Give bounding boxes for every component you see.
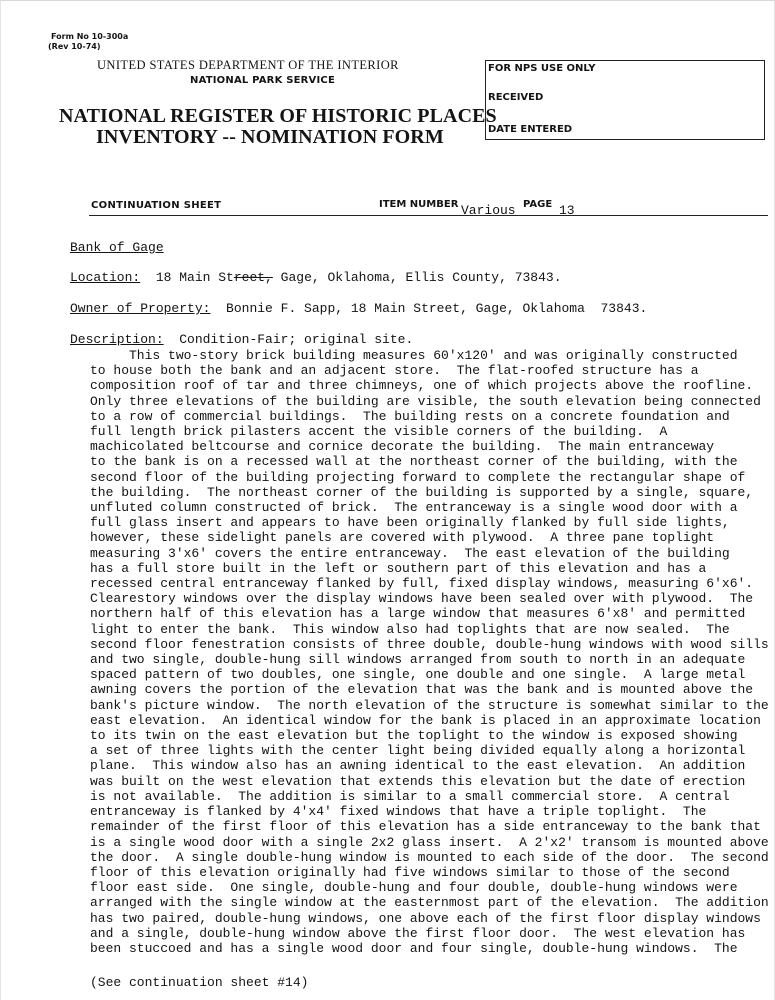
description-text-line: to house both the bank and an adjacent store. The flat-roofed structure has a — [90, 363, 699, 379]
description-text-line: spaced pattern of two doubles, one single, one double and one single. A large metal — [90, 667, 746, 683]
description-text-line: second floor fenestration consists of three double, double-hung windows with wood sills — [90, 636, 769, 652]
form-revision: (Rev 10-74) — [48, 42, 101, 51]
description-line — [70, 332, 413, 347]
agency-heading: NATIONAL PARK SERVICE — [190, 75, 335, 86]
description-text-line: recessed central entranceway flanked by full, fixed display windows, measuring 6'x6'. — [90, 576, 754, 592]
description-text-line: was built on the west elevation that extends this elevation but the date of erection — [90, 773, 746, 789]
location-struck-text: reet, — [233, 270, 273, 285]
description-text-line: entranceway is flanked by 4'x4' fixed windows that have a triple toplight. The — [90, 804, 707, 820]
description-text-line: has two paired, double-hung windows, one above each of the first floor display windows — [90, 910, 761, 926]
location-line — [70, 270, 562, 285]
description-text-line: Clearestory windows over the display windows have been sealed over with plywood. The — [90, 591, 754, 607]
see-continuation-note: (See continuation sheet #14) — [90, 975, 309, 990]
nps-box-heading: FOR NPS USE ONLY — [488, 63, 596, 74]
description-text-line: floor east side. One single, double-hung and four double, double-hung windows were — [90, 880, 738, 896]
item-number-label: ITEM NUMBER — [379, 199, 459, 210]
description-text-line: northern half of this elevation has a large window that measures 6'x8' and permitted — [90, 606, 746, 622]
received-label: RECEIVED — [488, 92, 544, 103]
owner-line — [70, 301, 647, 316]
description-text-line: floor of this elevation originally had five windows similar to those of the second — [90, 864, 730, 880]
description-text-line: full length brick pilasters accent the visible corners of the building. A — [90, 424, 668, 440]
page-number: 13 — [559, 203, 575, 218]
description-text-line: is not available. The addition is similar to a small commercial store. A central — [90, 788, 730, 804]
description-text-line: to a row of commercial buildings. The building rests on a concrete foundation and — [90, 408, 730, 424]
location-suffix: Gage, Oklahoma, Ellis County, 73843. — [272, 270, 562, 285]
description-text-line: the door. A single double-hung window is mounted to each side of the door. The second — [90, 849, 769, 865]
form-number: Form No 10-300a — [51, 32, 129, 41]
header-divider — [89, 215, 768, 216]
form-title-line2: INVENTORY -- NOMINATION FORM — [96, 126, 444, 148]
property-name: Bank of Gage — [70, 240, 164, 255]
form-title-line1: NATIONAL REGISTER OF HISTORIC PLACES — [59, 105, 497, 127]
location-label: Location: — [70, 270, 141, 285]
description-text-line: machicolated beltcourse and cornice decorate the building. The main entranceway — [90, 439, 715, 455]
owner-value: Bonnie F. Sapp, 18 Main Street, Gage, Oklahoma 73843. — [210, 301, 648, 316]
description-text-line: plane. This window also has an awning identical to the east elevation. An addition — [90, 758, 746, 774]
description-text-line: unfluted column constructed of brick. The entranceway is a single wood door with a — [90, 500, 738, 516]
date-entered-label: DATE ENTERED — [488, 124, 573, 135]
description-text-line: remainder of the first floor of this elevation has a side entranceway to the bank that — [90, 819, 761, 835]
item-number-value: Various — [461, 203, 516, 218]
description-label: Description: — [70, 332, 164, 347]
continuation-sheet-label: CONTINUATION SHEET — [91, 200, 222, 211]
department-heading: UNITED STATES DEPARTMENT OF THE INTERIOR — [97, 58, 399, 72]
description-text-line: to its twin on the east elevation but the toplight to the window is exposed showing — [90, 728, 738, 744]
description-text-line: light to enter the bank. This window also had toplights that are now sealed. The — [90, 621, 730, 637]
description-text-line: full glass insert and appears to have been originally flanked by full side lights, — [90, 515, 730, 531]
description-text-line: to the bank is on a recessed wall at the northeast corner of the building, with the — [90, 454, 738, 470]
owner-label: Owner of Property: — [70, 301, 211, 316]
description-text-line: Only three elevations of the building are visible, the south elevation being connected — [90, 393, 761, 409]
description-text-line: second floor of the building projecting forward to complete the rectangular shape of — [90, 469, 746, 485]
description-value: Condition-Fair; original site. — [163, 332, 414, 347]
description-text-line: however, these sidelight panels are covered with plywood. A three pane toplight — [90, 530, 715, 546]
description-text-line: This two-story brick building measures 60'x120' and was originally constructed — [90, 348, 738, 363]
description-text-line: east elevation. An identical window for the bank is placed in an approximate location — [90, 712, 761, 728]
page-label: PAGE — [523, 199, 553, 210]
description-text-line: the building. The northeast corner of the building is supported by a single, square, — [90, 484, 754, 500]
nps-use-only-box — [485, 60, 765, 140]
description-text-line: arranged with the single window at the easternmost part of the elevation. The addition — [90, 895, 769, 911]
description-text-line: awning covers the portion of the elevation that was the bank and is mounted above the — [90, 682, 754, 698]
location-prefix: 18 Main St — [140, 270, 234, 285]
description-text-line: and a single, double-hung window above the first floor door. The west elevation has — [90, 925, 746, 941]
description-text-line: a set of three lights with the center light being divided equally along a horizontal — [90, 743, 746, 759]
description-body — [90, 348, 770, 956]
description-text-line: has a full store built in the left or southern part of this elevation and has a — [90, 560, 707, 576]
description-text-line: been stuccoed and has a single wood door and four single, double-hung windows. The — [90, 940, 738, 956]
description-text-line: bank's picture window. The north elevation of the structure is somewhat similar to the — [90, 697, 769, 713]
description-text-line: measuring 3'x6' covers the entire entranceway. The east elevation of the building — [90, 545, 730, 561]
description-text-line: and two single, double-hung sill windows arranged from south to north in an adequate — [90, 652, 746, 668]
description-text-line: is a single wood door with a single 2x2 glass insert. A 2'x2' transom is mounted above — [90, 834, 769, 850]
description-text-line: composition roof of tar and three chimneys, one of which projects above the roofline. — [90, 378, 754, 394]
